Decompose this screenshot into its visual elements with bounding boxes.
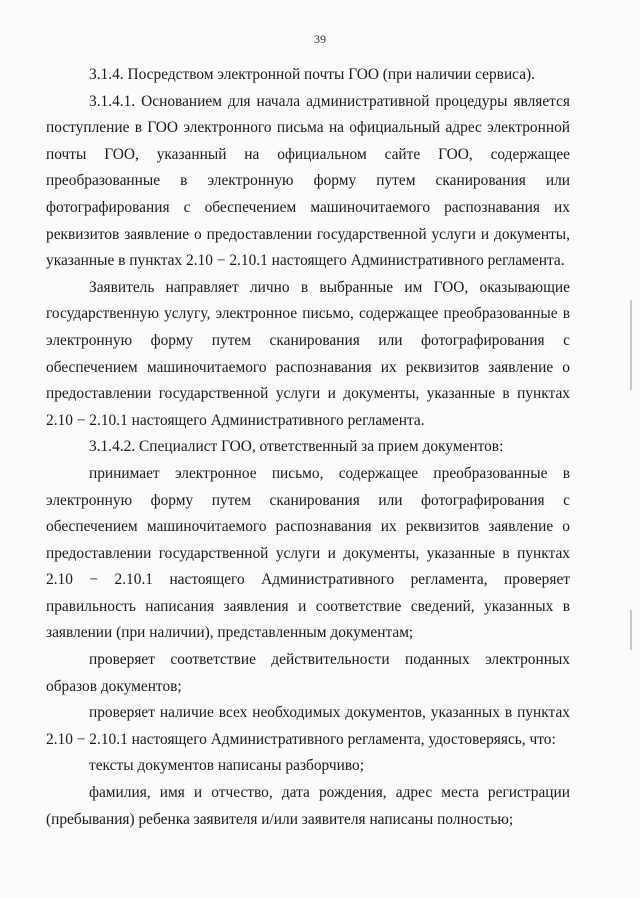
scan-artifact: [630, 300, 632, 390]
paragraph-3-1-4-2: 3.1.4.2. Специалист ГОО, ответственный за прием документов:: [89, 438, 504, 456]
document-body: [46, 62, 570, 833]
paragraph-full-names: фамилия, имя и отчество, дата рождения, адрес места регистрации (пребывания) ребенка заявителя и/или заявителя написаны полностью;: [46, 784, 570, 828]
paragraph-checks-validity: проверяет соответствие действительности поданных электронных образов документов;: [46, 651, 570, 695]
paragraph-checks-documents: проверяет наличие всех необходимых документов, указанных в пунктах 2.10 − 2.10.1 настоящего Административного регламента, удостоверяясь, что:: [46, 704, 570, 748]
section-heading-3-1-4: 3.1.4. Посредством электронной почты ГОО (при наличии сервиса).: [89, 66, 536, 83]
paragraph-accepts-email: принимает электронное письмо, содержащее преобразованные в электронную форму путем сканирования или фотографирования с обеспечением машиночитаемого распознавания их реквизитов заявление о предоставлении государственной услуги и документы, указанные в пунктах 2.10 − 2.10.1 настоящего Административного регламента, проверяет правильность написания заявления и соответствие сведений, указанных в заявлении (при наличии), представленным документам;: [46, 464, 570, 642]
paragraph-applicant: Заявитель направляет лично в выбранные им ГОО, оказывающие государственную услугу, электронное письмо, содержащее преобразованные в электронную форму путем сканирования или фотографирования с обеспечением машиночитаемого распознавания их реквизитов заявление о предоставлении государственной услуги и документы, указанные в пунктах 2.10 − 2.10.1 настоящего Административного регламента.: [46, 278, 570, 429]
paragraph-legible: тексты документов написаны разборчиво;: [89, 757, 364, 775]
paragraph-3-1-4-1: 3.1.4.1. Основанием для начала административной процедуры является поступление в ГОО электронного письма на официальный адрес электронной почты ГОО, указанный на официальном сайте ГОО, содержащее преобразованные в электронную форму путем сканирования или фотографирования с обеспечением машиночитаемого распознавания их реквизитов заявление о предоставлении государственной услуги и документы, указанные в пунктах 2.10 − 2.10.1 настоящего Административного регламента.: [46, 92, 570, 270]
scan-artifact: [630, 610, 632, 650]
page-number: 39: [314, 32, 326, 46]
